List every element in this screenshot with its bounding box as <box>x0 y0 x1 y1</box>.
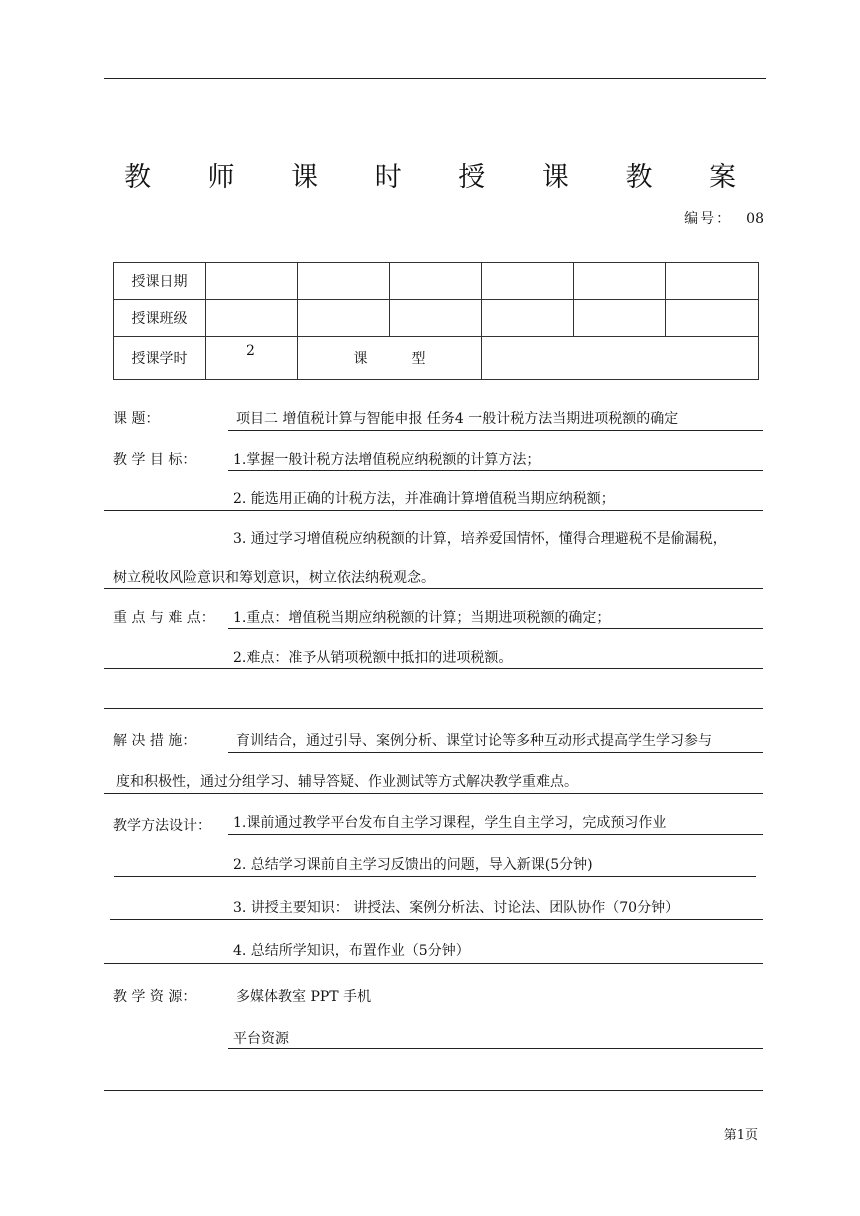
methods-label: 教学方法设计： <box>113 818 211 834</box>
keypoint-item: 1.重点：增值税当期应纳税额的计算；当期进项税额的确定； <box>233 610 611 626</box>
keypoint-rule <box>228 628 763 629</box>
keypoint-rule <box>104 668 763 669</box>
method-rule <box>104 963 763 964</box>
method-rule <box>114 876 756 877</box>
topic-text: 项目二 增值税计算与智能申报 任务4 一般计税方法当期进项税额的确定 <box>236 411 679 427</box>
method-rule <box>228 834 763 835</box>
class-cell <box>666 300 759 337</box>
blank-rule <box>104 708 763 709</box>
measures-rule <box>228 752 763 753</box>
objective-item: 1.掌握一般计税方法增值税应纳税额的计算方法； <box>233 452 541 468</box>
objective-rule <box>228 470 763 471</box>
objectives-label: 教 学 目 标： <box>113 452 197 468</box>
hours-label: 授课学时 <box>114 337 206 380</box>
class-label: 授课班级 <box>114 300 206 337</box>
schedule-table <box>113 262 759 380</box>
method-item: 2. 总结学习课前自主学习反馈出的问题，导入新课(5分钟) <box>233 857 593 873</box>
objective-rule <box>104 510 763 511</box>
topic-rule <box>228 430 763 431</box>
hours-value: 2 <box>206 337 298 380</box>
date-cell <box>390 263 482 300</box>
table-row <box>114 263 759 300</box>
document-title: 教 师 课 时 授 课 教 案 <box>123 162 761 193</box>
class-cell <box>390 300 482 337</box>
method-rule <box>110 919 763 920</box>
class-cell <box>298 300 390 337</box>
class-cell <box>482 300 574 337</box>
objective-item: 2. 能选用正确的计税方法，并准确计算增值税当期应纳税额； <box>233 491 615 507</box>
date-cell <box>482 263 574 300</box>
resources-label: 教 学 资 源： <box>113 989 197 1005</box>
table-row <box>114 337 759 380</box>
topic-label: 课 题： <box>113 411 160 427</box>
serial-value: 08 <box>746 211 764 227</box>
measures-line: 度和积极性，通过分组学习、辅导答疑、作业测试等方式解决教学重难点。 <box>116 774 578 790</box>
date-cell <box>206 263 298 300</box>
type-value-cell <box>482 337 759 380</box>
resource-item: 平台资源 <box>233 1031 289 1047</box>
date-cell <box>574 263 666 300</box>
type-label: 课型 <box>298 337 482 380</box>
page-number: 第1页 <box>723 1128 758 1143</box>
measures-line: 育训结合，通过引导、案例分析、课堂讨论等多种互动形式提高学生学习参与 <box>236 733 712 749</box>
table-row <box>114 300 759 337</box>
objective-item: 3. 通过学习增值税应纳税额的计算，培养爱国情怀，懂得合理避税不是偷漏税， <box>233 531 727 547</box>
resource-rule <box>228 1048 763 1049</box>
keypoint-item: 2.难点：准予从销项税额中抵扣的进项税额。 <box>233 650 513 666</box>
measures-label: 解 决 措 施： <box>113 733 197 749</box>
class-cell <box>574 300 666 337</box>
measures-rule <box>104 793 763 794</box>
resource-item: 多媒体教室 PPT 手机 <box>236 989 372 1005</box>
objective-rule <box>104 588 763 589</box>
date-cell <box>298 263 390 300</box>
header-rule <box>104 78 766 79</box>
keypoints-label: 重 点 与 难 点： <box>113 610 215 626</box>
serial-label: 编号： <box>684 211 733 227</box>
serial-number <box>684 208 764 228</box>
date-label: 授课日期 <box>114 263 206 300</box>
method-item: 4. 总结所学知识，布置作业（5分钟） <box>233 943 470 959</box>
method-item: 1.课前通过教学平台发布自主学习课程，学生自主学习，完成预习作业 <box>233 815 667 831</box>
objective-item: 树立税收风险意识和筹划意识，树立依法纳税观念。 <box>113 570 435 586</box>
footer-rule <box>104 1090 763 1091</box>
class-cell <box>206 300 298 337</box>
date-cell <box>666 263 759 300</box>
method-item: 3. 讲授主要知识： 讲授法、案例分析法、讨论法、团队协作（70分钟） <box>233 900 680 916</box>
